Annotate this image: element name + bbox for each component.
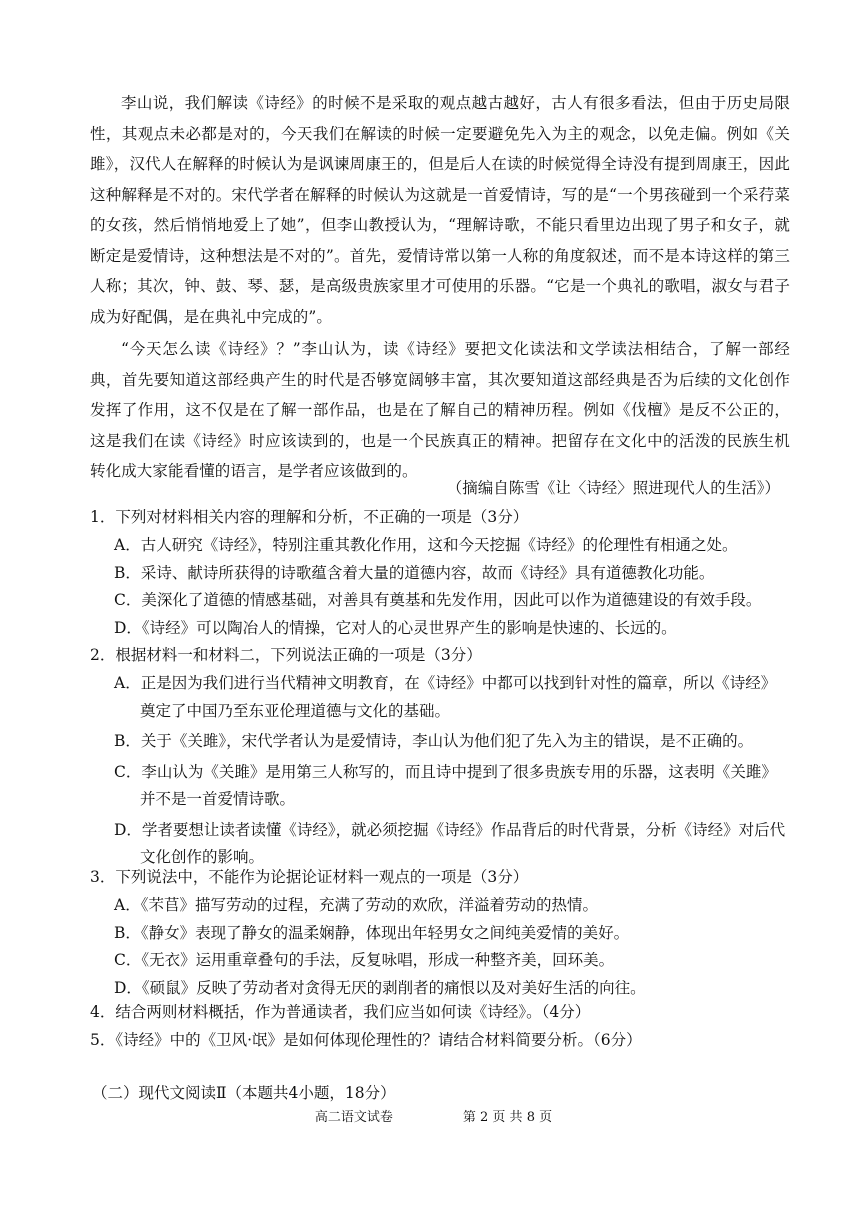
question-option: D．学者要想让读者读懂《诗经》，就必须挖掘《诗经》作品背后的时代背景，分析《诗经》对后代文化创作的影响。 [114, 820, 786, 866]
question-3 [90, 862, 790, 1002]
question-option: B．《静女》表现了静女的温柔娴静，体现出年轻男女之间纯美爱情的美好。 [114, 923, 630, 942]
question-option: D．《硕鼠》反映了劳动者对贪得无厌的剥削者的痛恨以及对美好生活的向往。 [114, 978, 646, 997]
page-number: 第 2 页 共 8 页 [462, 1110, 553, 1125]
question-stem: 2．根据材料一和材料二，下列说法正确的一项是（3分） [90, 646, 482, 664]
question-stem: 5．《诗经》中的《卫风·氓》是如何体现伦理性的？请结合材料简要分析。（6分） [90, 1031, 642, 1049]
question-stem: 4．结合两则材料概括，作为普通读者，我们应当如何读《诗经》。（4分） [90, 1003, 591, 1021]
passage-paragraph-2: “今天怎么读《诗经》？”李山认为，读《诗经》要把文化读法和文学读法相结合，了解一部经典，首先要知道这部经典产生的时代是否够宽阔够丰富，其次要知道这部经典是否为后续的文化创作发挥了作用，这不仅是在了解一部作品，也是在了解自己的精神历程。例如《伐檀》是反不公正的，这是我们在读《诗经》时应该读到的，也是一个民族真正的精神。把留存在文化中的活泼的民族生机转化成大家能看懂的语言，是学者应该做到的。 [90, 340, 790, 480]
section-heading: （二）现代文阅读Ⅱ（本题共4小题，18分） [92, 1084, 396, 1102]
passage-paragraph-1: 李山说，我们解读《诗经》的时候不是采取的观点越古越好，古人有很多看法，但由于历史局限性，其观点未必都是对的，今天我们在解读的时候一定要避免先入为主的观念，以免走偏。例如《关雎》，汉代人在解释的时候认为是讽谏周康王的，但是后人在读的时候觉得全诗没有提到周康王，因此这种解释是不对的。宋代学者在解释的时候认为这就是一首爱情诗，写的是“一个男孩碰到一个采荇菜的女孩，然后悄悄地爱上了她”，但李山教授认为，“理解诗歌，不能只看里边出现了男子和女子，就断定是爱情诗，这种想法是不对的”。首先，爱情诗常以第一人称的角度叙述，而不是本诗这样的第三人称；其次，钟、鼓、琴、瑟，是高级贵族家里才可使用的乐器。“它是一个典礼的歌唱，淑女与君子成为好配偶，是在典礼中完成的”。 [90, 94, 790, 326]
question-stem: 3．下列说法中，不能作为论据论证材料一观点的一项是（3分） [90, 868, 529, 886]
question-option: A．《芣苢》描写劳动的过程，充满了劳动的欢欣，洋溢着劳动的热情。 [114, 896, 598, 914]
question-option: B．关于《关雎》，宋代学者认为是爱情诗，李山认为他们犯了先入为主的错误，是不正确的。 [114, 732, 754, 750]
passage-source: （摘编自陈雪《让〈诗经〉照进现代人的生活》） [446, 479, 780, 497]
question-option: A．正是因为我们进行当代精神文明教育，在《诗经》中都可以找到针对性的篇章，所以《诗经》奠定了中国乃至东亚伦理道德与文化的基础。 [114, 674, 777, 720]
page-footer [0, 1106, 867, 1125]
question-1 [90, 502, 790, 642]
question-option: D．《诗经》可以陶冶人的情操，它对人的心灵世界产生的影响是快速的、长远的。 [114, 618, 677, 637]
question-option: B．采诗、献诗所获得的诗歌蕴含着大量的道德内容，故而《诗经》具有道德教化功能。 [114, 563, 715, 582]
question-stem: 1．下列对材料相关内容的理解和分析，不正确的一项是（3分） [90, 508, 529, 526]
reading-passage [90, 88, 790, 487]
question-4 [90, 997, 790, 1027]
question-5 [90, 1025, 790, 1055]
question-option: A．古人研究《诗经》，特别注重其教化作用，这和今天挖掘《诗经》的伦理性有相通之处。 [114, 536, 738, 554]
question-option: C．李山认为《关雎》是用第三人称写的，而且诗中提到了很多贵族专用的乐器，这表明《关雎》并不是一首爱情诗歌。 [114, 762, 777, 808]
question-option: C．《无衣》运用重章叠句的手法，反复咏唱，形成一种整齐美，回环美。 [114, 951, 615, 969]
exam-name: 高二语文试卷 [314, 1110, 393, 1125]
question-2 [90, 640, 790, 872]
question-option: C．美深化了道德的情感基础，对善具有奠基和先发作用，因此可以作为道德建设的有效手段。 [114, 591, 762, 609]
